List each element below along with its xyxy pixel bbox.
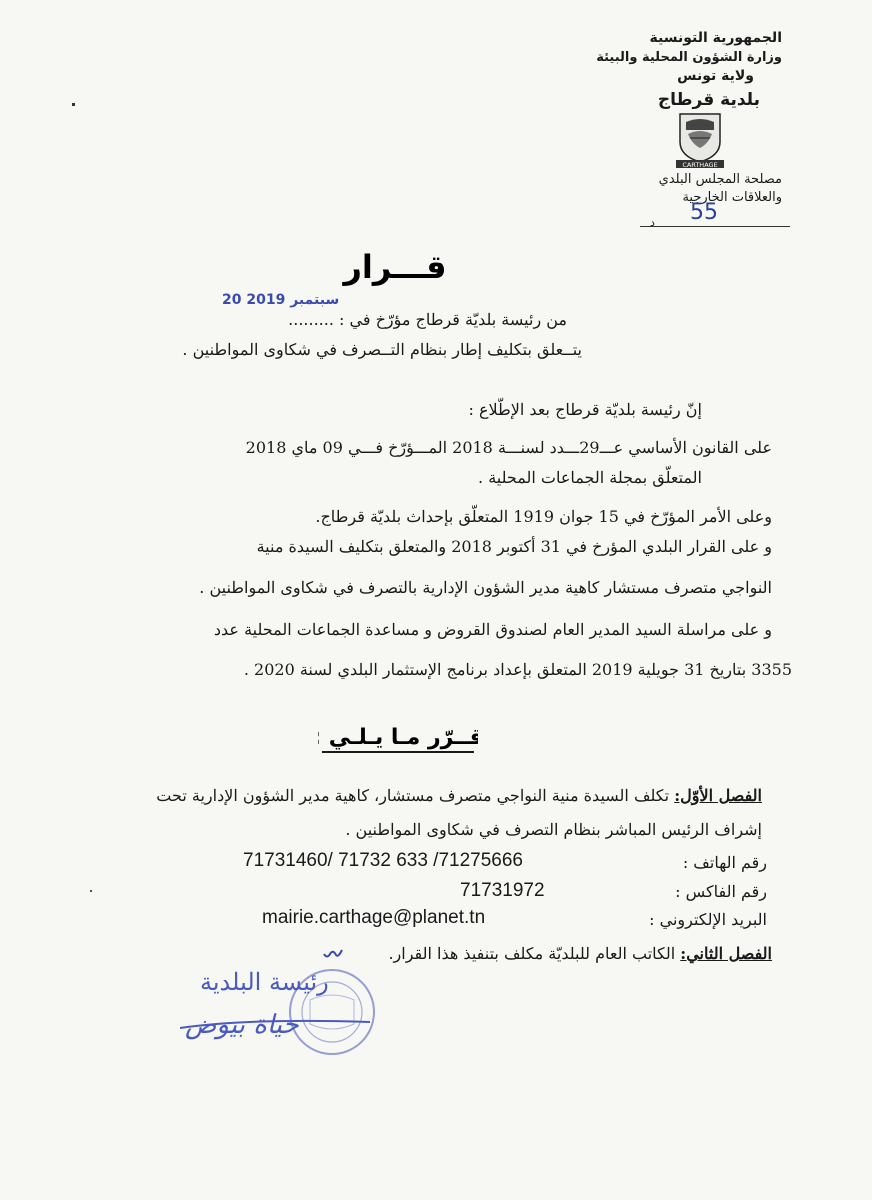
phone-label: رقم الهاتف : [682,853,767,872]
preamble-decree: وعلى الأمر المؤرّخ في 15 جوان 1919 المتعلّق بإحداث بلديّة قرطاج. [315,507,772,526]
article-1 [156,786,762,805]
email-label: البريد الإلكتروني : [649,910,767,929]
republic-header: الجمهورية التونسية [649,30,782,46]
preamble-municipal-decision: و على القرار البلدي المؤرخ في 31 أكتوبر 2018 والمتعلق بتكليف السيدة منية [256,537,772,556]
issuer-line: من رئيسة بلديّة قرطاج مؤرّخ في : ......... [288,310,567,329]
service-name-line2: والعلاقات الخارجية [682,190,782,205]
preamble-correspondence: و على مراسلة السيد المدير العام لصندوق القروض و مساعدة الجماعات المحلية عدد [213,620,772,639]
scan-speck [90,890,92,892]
municipality-header: بلدية قرطاج [657,90,760,110]
ministry-header: وزارة الشؤون المحلية والبيئة [596,50,782,65]
reference-suffix: د [650,216,655,229]
signatory-title: رئيسة البلدية [200,968,329,996]
article-2-text: الكاتب العام للبلديّة مكلف بتنفيذ هذا القرار. [388,944,681,963]
decision-title [320,246,470,290]
decided-heading [318,720,478,756]
decided-heading-text: قــرّر مـا يـلـي : [318,725,478,750]
carthage-logo [670,108,730,168]
reference-number: 55 [690,200,718,225]
article-2-label: الفصل الثاني: [680,944,772,963]
reference-underline [640,226,790,227]
article-2 [388,944,772,963]
email-value: mairie.carthage@planet.tn [262,907,486,928]
service-name-line1: مصلحة المجلس البلدي [658,172,782,187]
article-1-text: تكلف السيدة منية النواجي متصرف مستشار، كاهية مدير الشؤون الإدارية تحت [156,786,675,805]
fax-label: رقم الفاكس : [675,882,767,901]
governorate-header: ولاية تونس [677,68,754,84]
scan-speck [72,103,75,106]
preamble-intro: إنّ رئيسة بلديّة قرطاج بعد الإطّلاع : [468,400,702,419]
article-1-label: الفصل الأوّل: [674,786,762,805]
fax-value: 71731972 [460,880,545,901]
preamble-correspondence-continued: 3355 بتاريخ 31 جويلية 2019 المتعلق بإعداد برنامج الإستثمار البلدي لسنة 2020 . [243,660,792,679]
preamble-law-continued: المتعلّق بمجلة الجماعات المحلية . [478,468,702,487]
logo-text: CARTHAGE [682,161,718,169]
decision-title-text: قـــرار [343,248,447,286]
preamble-law: على القانون الأساسي عـــ29ـــدد لسنـــة 2018 المـــؤرّخ فـــي 09 ماي 2018 [245,438,772,457]
article-1-continued: إشراف الرئيس المباشر بنظام التصرف في شكاوى المواطنين . [345,820,762,839]
preamble-municipal-decision-continued: النواجي متصرف مستشار كاهية مدير الشؤون الإدارية بالتصرف في شكاوى المواطنين . [199,578,772,597]
signatory-name: حياة بيوض [185,1010,299,1040]
subject-line: يتــعلق بتكليف إطار بنظام التــصرف في شكاوى المواطنين . [182,340,582,359]
date-stamp: 20 سبتمبر 2019 [222,292,340,308]
phone-value: 71731460/ 71732 633 /71275666 [243,850,523,871]
